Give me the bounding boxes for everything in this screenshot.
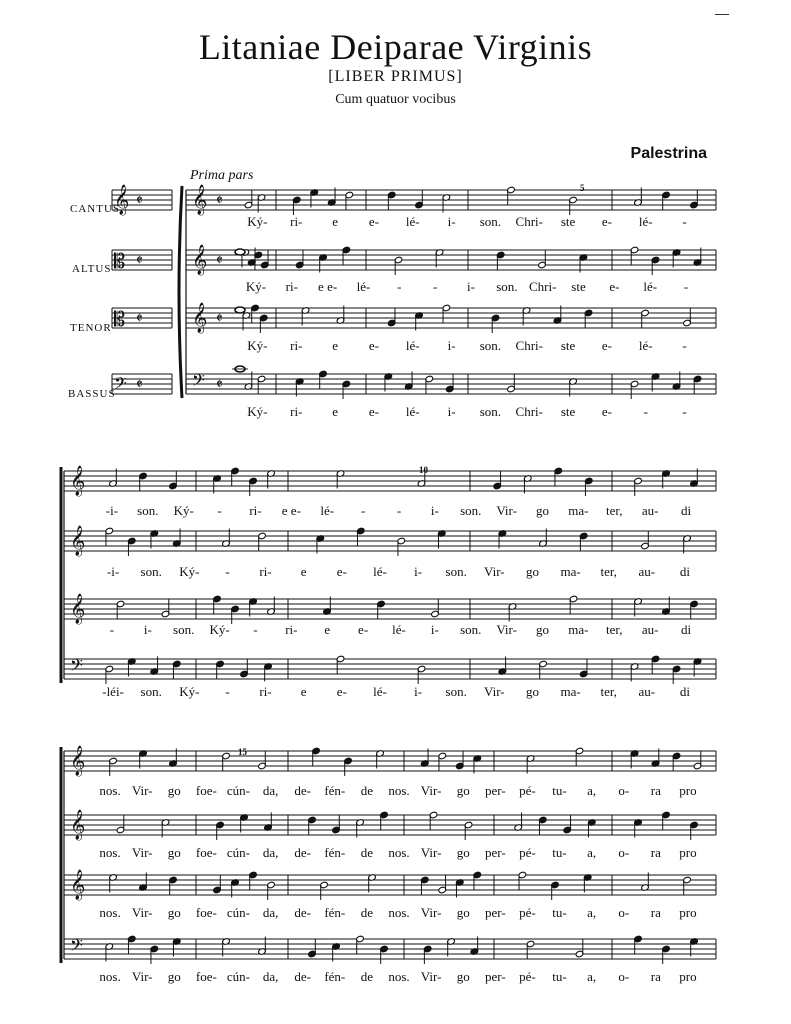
lyric-syllable: nos. [99,969,121,984]
lyric-syllable: de- [294,845,311,860]
time-signature-icon: 𝄵 [136,375,143,393]
lyric-syllable: di [680,622,692,637]
lyric-syllable: lé- [373,684,387,699]
lyric-syllable: tu- [552,845,567,860]
lyric-line [0,503,791,519]
lyric-syllable: i- [143,622,152,637]
lyric-line [0,969,791,985]
lyric-syllable: - [683,279,689,294]
lyric-syllable: go [525,564,539,579]
lyric-syllable: ste [560,214,576,229]
lyric-syllable: go [536,622,550,637]
bass-clef-icon: 𝄢 [70,935,83,959]
lyric-syllable: Vir- [484,564,505,579]
lyric-syllable: son. [445,684,467,699]
lyric-syllable: ma- [560,684,581,699]
lyric-syllable: lé- [643,279,658,294]
lyric-syllable: ter, [606,503,623,518]
lyric-line [0,279,791,295]
lyric-syllable: de [360,845,374,860]
time-signature-icon: 𝄵 [136,251,143,269]
lyric-line [0,622,791,638]
lyric-syllable: nos. [388,783,410,798]
lyric-syllable: e [300,564,307,579]
lyric-syllable: da, [262,845,279,860]
lyric-syllable: Vir- [496,503,517,518]
treble-clef-icon: 𝄞 [192,185,208,215]
lyric-line [0,684,791,700]
lyric-syllable: Vir- [131,905,153,920]
lyric-syllable: lé- [405,214,420,229]
lyric-syllable: pé- [519,783,536,798]
lyric-syllable: i- [467,279,475,294]
lyric-syllable: ste [571,279,586,294]
voice-label-tenor: TENOR [70,322,112,334]
lyric-syllable: Ký- [179,564,200,579]
lyric-syllable: Ký- [247,404,268,419]
lyric-syllable: son. [137,503,159,518]
time-signature-icon: 𝄵 [216,191,223,209]
lyric-syllable: e [332,338,338,353]
lyric-syllable: ter, [600,564,617,579]
lyric-syllable: nos. [99,905,121,920]
time-signature-icon: 𝄵 [136,309,143,327]
lyric-syllable: da, [262,783,279,798]
lyric-syllable: - [225,564,230,579]
lyric-syllable: e- [368,404,379,419]
lyric-syllable: - [682,338,687,353]
lyric-syllable: e- [601,214,612,229]
whole-note [235,307,245,313]
treble-clef-icon: 𝄞 [192,303,208,333]
lyric-syllable: lé- [638,338,653,353]
lyric-syllable: e [324,622,331,637]
lyric-syllable: i- [414,684,423,699]
lyric-syllable: Vir- [131,783,153,798]
lyric-syllable: Ký- [179,684,200,699]
lyric-syllable: go [525,684,539,699]
lyric-syllable: ri- [259,564,272,579]
lyric-syllable: son. [173,622,195,637]
lyric-syllable: o- [618,905,630,920]
lyric-syllable: - [396,503,402,518]
lyric-syllable: tu- [552,783,567,798]
lyric-syllable: fén- [324,783,346,798]
voice-label-altus: ALTUS [72,263,112,275]
lyric-syllable: fén- [324,845,346,860]
lyric-syllable: ra [650,905,661,920]
lyric-syllable: nos. [388,969,410,984]
lyric-syllable: o- [618,845,630,860]
lyric-syllable: cún- [226,783,251,798]
lyric-syllable: Vir- [131,845,153,860]
lyric-syllable: foe- [195,905,217,920]
lyric-syllable: i- [430,503,439,518]
time-signature-icon: 𝄵 [216,375,223,393]
treble-clef-icon: 𝄞 [70,746,86,776]
voice-label-bassus: BASSUS [68,388,116,400]
lyric-syllable: ri- [259,684,272,699]
lyric-syllable: nos. [388,905,410,920]
lyric-syllable: -léi- [102,684,124,699]
lyric-syllable: e- [368,338,379,353]
treble-clef-icon: 𝄞 [70,594,86,624]
lyric-syllable: di [679,684,690,699]
lyric-syllable: a, [587,845,597,860]
bass-clef-icon: 𝄢 [70,655,83,679]
lyric-syllable: de [360,969,374,984]
lyric-syllable: ri- [285,622,298,637]
lyric-syllable: - [432,279,438,294]
lyric-syllable: ri- [290,404,303,419]
lyric-syllable: per- [484,845,506,860]
lyric-syllable: e- [368,214,379,229]
lyric-syllable: son. [496,279,518,294]
lyric-syllable: e e- [281,503,301,518]
lyric-syllable: de- [294,783,311,798]
measure-number: 5 [580,183,585,193]
lyric-syllable: go [167,783,181,798]
measure-number: 10 [419,465,428,475]
lyric-syllable: e- [358,622,369,637]
whole-note [235,249,245,255]
lyric-syllable: ter, [600,684,617,699]
lyric-syllable: de- [294,905,311,920]
lyric-syllable: i- [430,622,439,637]
lyric-line [0,564,791,580]
lyric-syllable: Chri- [515,338,543,353]
clef-icon: 𝄡 [114,249,126,273]
lyric-syllable: lé- [392,622,406,637]
clef-icon: 𝄞 [114,185,130,215]
lyric-syllable: - [225,684,230,699]
lyric-syllable: a, [587,783,597,798]
lyric-syllable: - [397,279,402,294]
lyric-syllable: pro [679,845,697,860]
lyric-line [0,404,791,420]
lyric-syllable: e- [609,279,620,294]
lyric-syllable: son. [445,564,467,579]
lyric-syllable: foe- [195,969,217,984]
lyric-syllable: son. [479,338,502,353]
lyric-syllable: pé- [519,969,536,984]
page-subtitle: [LIBER PRIMUS] [328,68,463,85]
lyric-syllable: lé- [320,503,335,518]
lyric-syllable: e- [336,564,347,579]
lyric-syllable: o- [618,783,630,798]
lyric-syllable: - [109,622,115,637]
lyric-syllable: ma- [568,622,589,637]
lyric-syllable: son. [460,503,482,518]
lyric-syllable: Ký- [247,338,268,353]
lyric-syllable: o- [618,969,630,984]
lyric-syllable: ra [650,969,661,984]
lyric-syllable: -i- [105,503,119,518]
time-signature-icon: 𝄵 [216,251,223,269]
lyric-syllable: da, [262,969,279,984]
treble-clef-icon: 𝄞 [70,526,86,556]
lyric-syllable: ri- [249,503,262,518]
lyric-syllable: pé- [519,905,536,920]
lyric-syllable: di [680,503,692,518]
lyric-line [0,845,791,861]
voice-label-cantus: CANTUS [70,203,121,215]
lyric-syllable: - [643,404,648,419]
lyric-syllable: - [682,214,687,229]
lyric-syllable: son. [140,684,162,699]
lyric-syllable: pé- [519,845,536,860]
lyric-syllable: pro [679,969,697,984]
composer-name: Palestrina [630,145,707,162]
time-signature-icon: 𝄵 [216,309,223,327]
lyric-syllable: lé- [373,564,387,579]
lyric-syllable: e- [601,404,612,419]
lyric-syllable: son. [479,214,502,229]
lyric-syllable: son. [479,404,502,419]
lyric-syllable: go [167,969,181,984]
lyric-syllable: e [300,684,307,699]
lyric-syllable: foe- [195,845,217,860]
treble-clef-icon: 𝄞 [192,245,208,275]
lyric-syllable: Vir- [496,622,517,637]
lyric-syllable: - [217,503,222,518]
lyric-syllable: i- [447,338,456,353]
lyric-syllable: Vir- [131,969,153,984]
lyric-syllable: nos. [99,845,121,860]
lyric-syllable: Ký- [173,503,194,518]
treble-clef-icon: 𝄞 [70,870,86,900]
lyric-syllable: foe- [195,783,217,798]
lyric-syllable: go [456,905,470,920]
lyric-line [0,783,791,799]
lyric-syllable: son. [140,564,162,579]
lyric-line [0,338,791,354]
lyric-syllable: go [456,969,470,984]
lyric-syllable: di [679,564,690,579]
lyric-syllable: Vir- [420,783,442,798]
lyric-syllable: Chri- [515,214,543,229]
lyric-syllable: au- [638,564,656,579]
lyric-syllable: e- [601,338,612,353]
measure-number: 15 [238,747,247,757]
bass-clef-icon: 𝄢 [192,370,205,394]
lyric-syllable: - [682,404,687,419]
clef-icon: 𝄢 [114,373,127,397]
lyric-syllable: pro [679,783,697,798]
section-label: Prima pars [190,168,254,183]
lyric-syllable: au- [641,622,659,637]
lyric-syllable: e e- [318,279,338,294]
lyric-syllable: Ký- [209,622,230,637]
lyric-syllable: lé- [356,279,371,294]
lyric-syllable: Vir- [420,969,442,984]
lyric-syllable: e [332,214,338,229]
lyric-syllable: pro [679,905,697,920]
lyric-syllable: ter, [606,622,623,637]
lyric-syllable: ra [650,783,661,798]
treble-clef-icon: 𝄞 [70,466,86,496]
lyric-syllable: go [536,503,550,518]
lyric-syllable: ma- [568,503,589,518]
lyric-syllable: e- [336,684,347,699]
lyric-syllable: nos. [99,783,121,798]
lyric-line [0,214,791,230]
lyric-syllable: ri- [290,214,303,229]
lyric-syllable: a, [587,969,597,984]
lyric-syllable: Ký- [245,279,267,294]
lyric-syllable: go [167,905,181,920]
lyric-syllable: Vir- [484,684,505,699]
time-signature-icon: 𝄵 [136,191,143,209]
lyric-syllable: ri- [290,338,303,353]
lyric-syllable: - [253,622,258,637]
clef-icon: 𝄡 [114,307,126,331]
lyric-syllable: Vir- [420,845,442,860]
lyric-syllable: go [167,845,181,860]
lyric-syllable: lé- [638,214,653,229]
lyric-syllable: ste [560,338,576,353]
lyric-syllable: a, [587,905,597,920]
lyric-syllable: au- [638,684,656,699]
lyric-syllable: son. [460,622,482,637]
lyric-syllable: fén- [324,969,346,984]
lyric-syllable: tu- [552,905,567,920]
lyric-line [0,905,791,921]
lyric-syllable: ste [560,404,576,419]
lyric-syllable: da, [262,905,279,920]
lyric-syllable: -i- [106,564,120,579]
lyric-syllable: cún- [226,905,251,920]
lyric-syllable: nos. [388,845,410,860]
voices-note: Cum quatuor vocibus [335,92,456,107]
page-title: Litaniae Deiparae Virginis [198,27,593,67]
lyric-syllable: de [360,783,374,798]
lyric-syllable: Ký- [247,214,268,229]
lyric-syllable: Chri- [515,404,543,419]
lyric-syllable: de [360,905,374,920]
lyric-syllable: Chri- [528,279,557,294]
lyric-syllable: de- [294,969,311,984]
lyric-syllable: per- [484,905,506,920]
lyric-syllable: e [332,404,338,419]
lyric-syllable: i- [447,214,456,229]
lyric-syllable: go [456,845,470,860]
lyric-syllable: lé- [405,338,420,353]
lyric-syllable: ri- [285,279,298,294]
lyric-syllable: cún- [226,969,251,984]
lyric-syllable: cún- [226,845,251,860]
lyric-syllable: i- [414,564,423,579]
lyric-syllable: lé- [405,404,420,419]
lyric-syllable: - [360,503,366,518]
treble-clef-icon: 𝄞 [70,810,86,840]
lyric-syllable: per- [484,783,506,798]
lyric-syllable: ra [650,845,661,860]
lyric-syllable: tu- [552,969,567,984]
lyric-syllable: i- [447,404,456,419]
lyric-syllable: per- [484,969,506,984]
lyric-syllable: ma- [560,564,581,579]
lyric-syllable: fén- [324,905,346,920]
lyric-syllable: go [456,783,470,798]
lyric-syllable: au- [641,503,659,518]
lyric-syllable: Vir- [420,905,442,920]
